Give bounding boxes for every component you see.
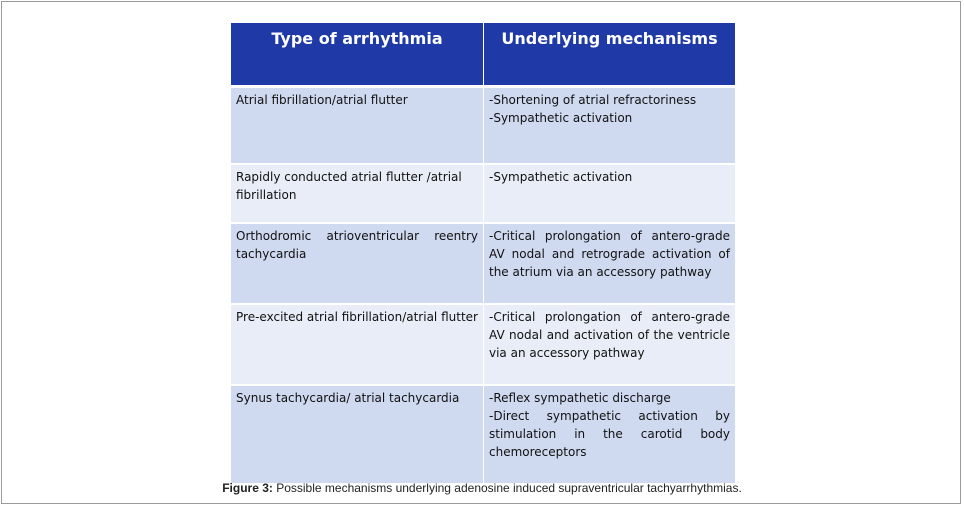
caption-label: Figure 3: [222, 481, 273, 495]
arrhythmia-type-cell: Orthodromic atrioventricular reentry tachycardia [231, 223, 484, 304]
arrhythmia-type-cell: Synus tachycardia/ atrial tachycardia [231, 385, 484, 484]
mechanism-cell [484, 304, 736, 385]
table-row [231, 385, 736, 484]
mechanism-cell [484, 223, 736, 304]
table-row [231, 87, 736, 165]
header-type: Type of arrhythmia [231, 23, 484, 87]
mechanism-line: -Reflex sympathetic discharge [489, 391, 671, 405]
mechanism-line: -Sympathetic activation [489, 111, 633, 125]
arrhythmia-type-cell: Atrial fibrillation/atrial flutter [231, 87, 484, 165]
header-mechanisms: Underlying mechanisms [484, 23, 736, 87]
table-header-row [231, 23, 736, 87]
mechanism-line: -Direct sympathetic activation by stimulation in the carotid body chemoreceptors [489, 409, 730, 459]
mechanism-line: -Shortening of atrial refractoriness [489, 93, 697, 107]
table-row [231, 164, 736, 223]
table-row [231, 304, 736, 385]
arrhythmia-table [230, 22, 736, 484]
mechanism-cell [484, 385, 736, 484]
arrhythmia-type-cell: Rapidly conducted atrial flutter /atrial fibrillation [231, 164, 484, 223]
mechanism-line: -Critical prolongation of antero-grade AV nodal and activation of the ventricle via an accessory pathway [489, 310, 730, 360]
mechanism-cell [484, 87, 736, 165]
caption-text: Possible mechanisms underlying adenosine induced supraventricular tachyarrhythmias. [272, 481, 742, 495]
table-row [231, 223, 736, 304]
mechanism-line: -Sympathetic activation [489, 170, 633, 184]
mechanism-line: -Critical prolongation of antero-grade AV nodal and retrograde activation of the atrium via an accessory pathway [489, 229, 730, 279]
arrhythmia-type-cell: Pre-excited atrial fibrillation/atrial flutter [231, 304, 484, 385]
mechanism-cell [484, 164, 736, 223]
figure-caption [0, 481, 964, 495]
